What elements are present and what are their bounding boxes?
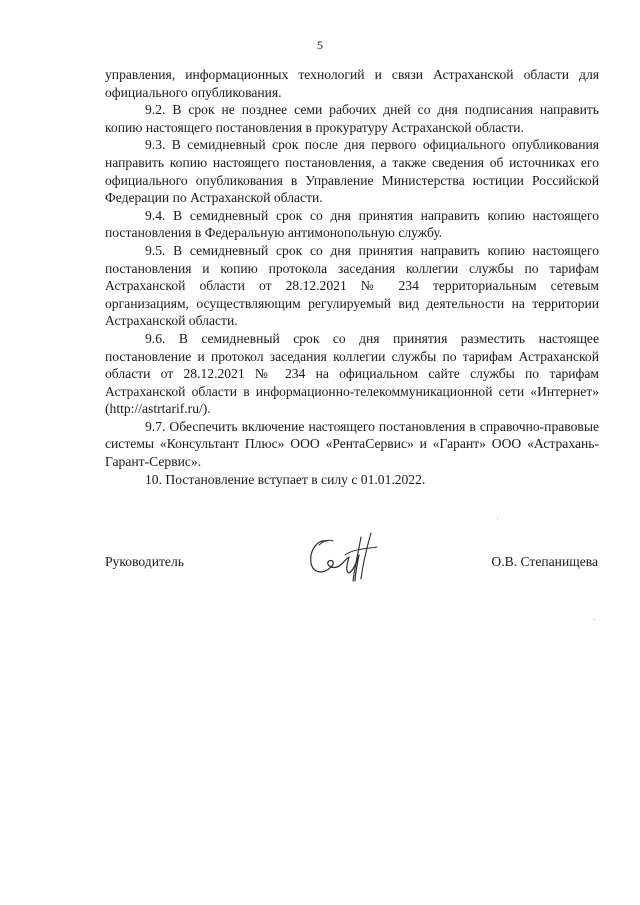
scan-speck <box>594 619 595 620</box>
paragraph-9-7: 9.7. Обеспечить включение настоящего постановления в справочно-правовые системы «Консультант Плюс» ООО «РентаСервис» и «Гарант» ООО «Астрахань-Гарант-Сервис». <box>105 418 599 470</box>
paragraph-9-4: 9.4. В семидневный срок со дня принятия направить копию настоящего постановления в Федеральную антимонопольную службу. <box>105 207 599 241</box>
paragraph-10: 10. Постановление вступает в силу с 01.01.2022. <box>145 471 426 487</box>
handwritten-signature <box>305 527 387 585</box>
paragraph-9-5: 9.5. В семидневный срок со дня принятия направить копию настоящего постановления и копию протокола заседания коллегии службы по тарифам Астраханской области от 28.12.2021 № 234 территориальным сетевым организациям, осуществляющим регулируемый вид деятельности на территории Астраханской области. <box>105 242 599 329</box>
signatory-name: О.В. Степанищева <box>491 554 598 569</box>
signatory-role: Руководитель <box>105 554 184 569</box>
page-number: 5 <box>317 38 323 52</box>
document-body <box>105 66 599 488</box>
paragraph-9-3: 9.3. В семидневный срок после дня первого официального опубликования направить копию настоящего постановления, а также сведения об источниках его официального опубликования в Управление Министерства юстиции Российской Федерации по Астраханской области. <box>105 137 599 206</box>
paragraph-continuation: управления, информационных технологий и связи Астраханской области для официального опубликования. <box>105 67 599 100</box>
scan-speck <box>497 518 498 519</box>
paragraph-9-2: 9.2. В срок не позднее семи рабочих дней со дня подписания направить копию настоящего постановления в прокуратуру Астраханской области. <box>105 102 599 135</box>
paragraph-9-6: 9.6. В семидневный срок со дня принятия разместить настоящее постановление и протокол заседания коллегии службы по тарифам Астраханской области от 28.12.2021 № 234 на официальном сайте службы по тарифам Астраханской области в информационно-телекоммуникационной сети «Интернет» (http://astrtarif.ru/). <box>105 330 599 417</box>
